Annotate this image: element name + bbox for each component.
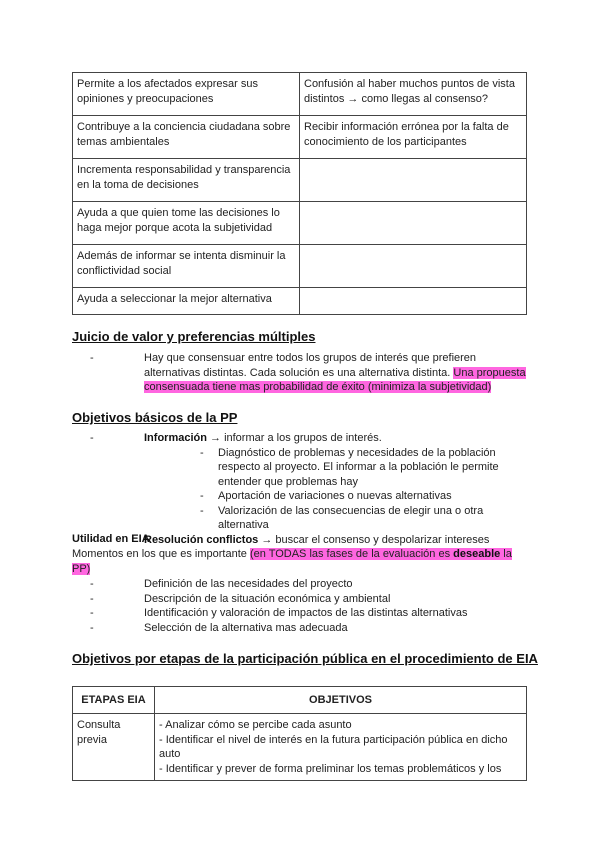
column-header: OBJETIVOS <box>155 687 527 714</box>
objective-line: - Analizar cómo se percibe cada asunto <box>159 719 352 731</box>
heading-juicio: Juicio de valor y preferencias múltiples <box>72 329 316 344</box>
heading-utilidad: Utilidad en EIA <box>72 533 150 545</box>
table-row <box>73 288 527 315</box>
info-text: → informar a los grupos de interés. <box>206 432 382 444</box>
heading-etapas: Objetivos por etapas de la participación pública en el procedimiento de EIA <box>72 651 538 666</box>
pros-cons-table <box>72 72 527 315</box>
info-label: Información <box>144 432 207 444</box>
list-item: - Aportación de variaciones o nuevas alternativas <box>72 489 532 504</box>
table-row <box>73 159 527 202</box>
pro-cell: Ayuda a seleccionar la mejor alternativa <box>73 288 300 315</box>
pro-cell: Permite a los afectados expresar sus opiniones y preocupaciones <box>73 73 300 116</box>
list-item: - Descripción de la situación económica y ambiental <box>72 592 532 607</box>
list-item <box>72 431 532 446</box>
list-item: - Identificación y valoración de impactos de las distintas alternativas <box>72 606 532 621</box>
objective-line: - Identificar el nivel de interés en la futura participación pública en dicho auto <box>159 733 508 760</box>
list-item <box>72 351 532 395</box>
con-cell <box>300 202 527 245</box>
table-row <box>73 714 527 781</box>
pro-cell: Contribuye a la conciencia ciudadana sobre temas ambientales <box>73 116 300 159</box>
column-header: ETAPAS EIA <box>73 687 155 714</box>
objetivos-list <box>72 431 532 547</box>
res-label: Resolución conflictos <box>144 533 259 546</box>
con-cell <box>300 288 527 315</box>
stage-cell: Consulta previa <box>73 714 155 781</box>
pro-cell: Además de informar se intenta disminuir la conflictividad social <box>73 245 300 288</box>
heading-objetivos: Objetivos básicos de la PP <box>72 410 238 425</box>
table-row <box>73 73 527 116</box>
hl-part: la PP) <box>72 548 512 575</box>
objective-line: - Identificar y prever de forma preliminar los temas problemáticos y los <box>159 762 502 775</box>
con-cell: Confusión al haber muchos puntos de vista distintos → como llegas al consenso? <box>300 73 527 116</box>
hl-bold: deseable <box>453 548 501 560</box>
etapas-table <box>72 686 527 781</box>
con-cell: Recibir información errónea por la falta de conocimiento de los participantes <box>300 116 527 159</box>
list-item: - Definición de las necesidades del proyecto <box>72 577 532 592</box>
res-text: → buscar el consenso y despolarizar intereses <box>258 533 490 546</box>
table-row <box>73 245 527 288</box>
list-item: - Selección de la alternativa mas adecuada <box>72 621 532 636</box>
juicio-list <box>72 351 532 395</box>
table-row <box>73 202 527 245</box>
pro-cell: Incrementa responsabilidad y transparencia en la toma de decisiones <box>73 159 300 202</box>
juicio-text: Hay que consensuar entre todos los grupos de interés que prefieren alternativas distintas. Cada solución es una alternativa distinta. <box>144 352 477 379</box>
con-cell <box>300 159 527 202</box>
objectives-cell <box>155 714 527 781</box>
highlighted-text: Una propuesta consensuada tiene mas probabilidad de éxito (minimiza la subjetividad) <box>144 366 526 393</box>
intro-text: Momentos en los que es importante <box>72 548 250 560</box>
utilidad-list <box>72 577 532 635</box>
con-cell <box>300 245 527 288</box>
pro-cell: Ayuda a que quien tome las decisiones lo haga mejor porque acota la subjetividad <box>73 202 300 245</box>
table-row <box>73 116 527 159</box>
list-item: - Valorización de las consecuencias de elegir una o otra alternativa <box>72 504 532 533</box>
list-item: - Diagnóstico de problemas y necesidades de la población respecto al proyecto. El informar a la población le permite entender que problemas hay <box>72 446 532 490</box>
utilidad-intro <box>72 547 522 576</box>
hl-part: (en TODAS las fases de la evaluación es <box>249 548 454 560</box>
